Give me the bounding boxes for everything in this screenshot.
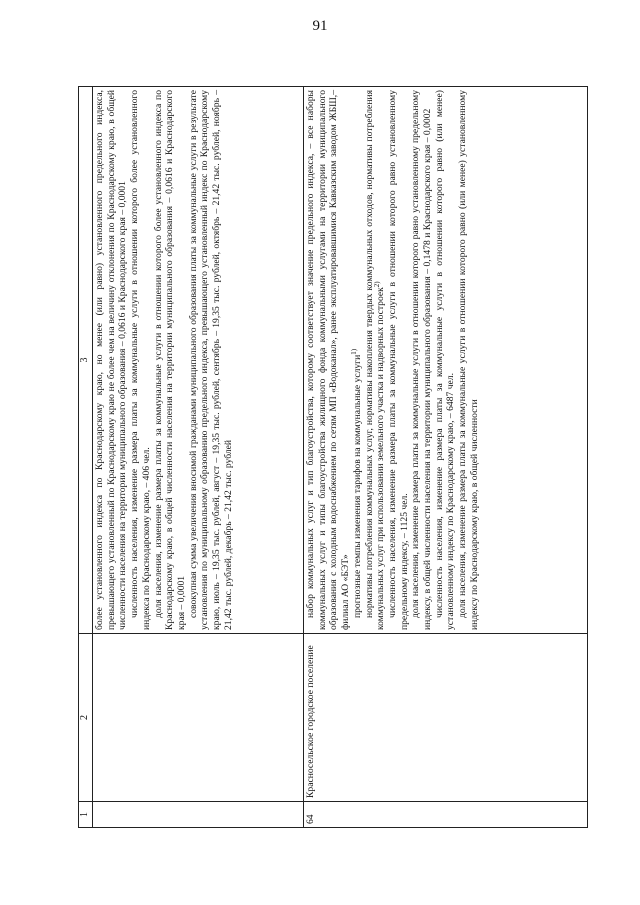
paragraph: доля населения, изменение размера платы за коммунальные услуги в отношении которого равно (или менее) установленному индексу по Краснодарскому краю, в общей численности — [457, 90, 480, 630]
paragraph: более установленного индекса по Краснодарскому краю, но менее (или равно) установленного предельного индекса, превышающего установленный по Краснодарскому краю не более чем на величину отклонения по Краснодарскому краю, в общей численности населения на территории муниципального образования – 0,0616 и Краснодарского края – 0,0001 — [94, 90, 129, 630]
data-table — [78, 86, 588, 828]
footnote-mark: 2) — [373, 281, 382, 288]
row-settlement-name — [93, 634, 304, 802]
header-col-2: 2 — [79, 634, 93, 802]
paragraph: доля населения, изменение размера платы за коммунальные услуги в отношении которого более установленного индекса по Краснодарскому краю, в общей численности населения на территории муниципального образования – 0,0616 и Краснодарского края – 0,0001 — [152, 90, 187, 630]
row-settlement-name: Красносельское городское поселение — [304, 634, 588, 802]
page-number: 91 — [312, 18, 328, 34]
table-row-continuation — [93, 87, 304, 828]
paragraph — [349, 90, 364, 630]
paragraph: набор коммунальных услуг и тип благоустройства, которому соответствует значение предельного индекса, – все наборы коммунальных услуг и типы благоустройства жилищного фонда коммунальными услугами на территории муниципального образования с холодным водоснабжением по сетям МП «Водоканал», ранее эксплуатировавшимися Кавказским заводом ЖБШ,–филиал АО «БЭТ» — [305, 90, 352, 630]
table-row-64 — [304, 87, 588, 828]
row-details — [93, 87, 304, 634]
row-number — [93, 802, 304, 828]
paragraph-text: прогнозные темпы изменения тарифов на коммунальные услуги — [351, 354, 363, 618]
paragraph: доля населения, изменение размера платы за коммунальные услуги в отношении которого равно установленному предельному индексу, в общей численности населения на территории муниципального образования – 0,1478 и Краснодарского края – 0,0002 — [410, 90, 434, 630]
paragraph: численность населения, изменение размера платы за коммунальные услуги в отношении которого равно (или менее) установленному индексу по Краснодарскому краю, – 6487 чел. — [433, 90, 457, 630]
paragraph: численность населения, изменение размера платы за коммунальные услуги в отношении которого более установленного индекса по Краснодарскому краю, – 406 чел. — [129, 90, 152, 630]
row-number: 64 — [304, 802, 588, 828]
paragraph — [364, 90, 387, 630]
table-header-row — [79, 87, 93, 828]
footnote-mark: 1) — [349, 348, 358, 355]
paragraph: численность населения, изменение размера платы за коммунальные услуги в отношении которого равно установленному предельному индексу, – 1125 чел. — [386, 90, 410, 630]
header-col-3: 3 — [79, 87, 93, 634]
row-details — [304, 87, 588, 634]
rotated-table-container — [78, 86, 588, 828]
paragraph-text: нормативы потребления коммунальных услуг, нормативы накопления твердых коммунальных отходов, нормативы потребления коммунальных услуг при использовании земельного участка и надворных построек — [363, 90, 387, 630]
paragraph: совокупная сумма увеличения вносимой гражданами муниципального образования платы за коммунальные услуги в результате установления по муниципальному образованию предельного индекса, превышающего установленный индекс по Краснодарскому краю, июль – 19,35 тыс. рублей, август – 19,35 тыс. рублей, сентябрь – 19,35 тыс. рублей, октябрь – 21,42 тыс. рублей, ноябрь – 21,42 тыс. рублей, декабрь – 21,42 тыс. рублей — [187, 90, 234, 630]
header-col-1: 1 — [79, 802, 93, 828]
